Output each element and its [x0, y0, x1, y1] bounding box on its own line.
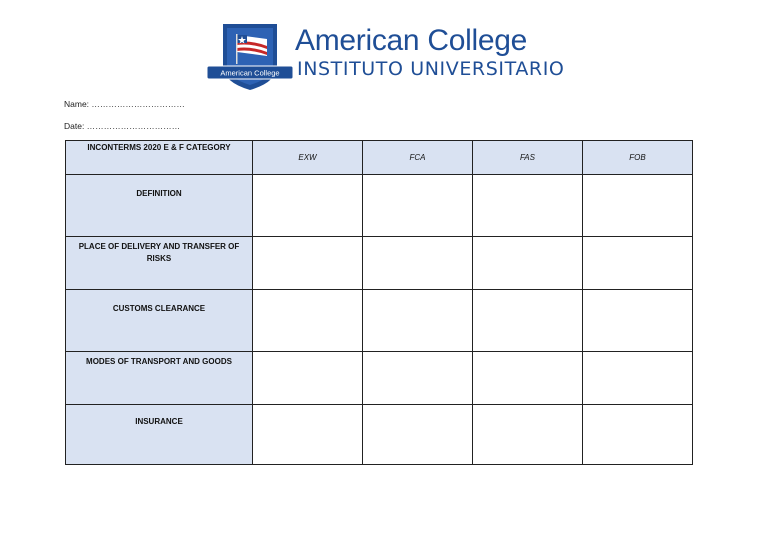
table-cell[interactable] [583, 352, 693, 405]
table-header-row [66, 141, 693, 175]
table-row [66, 352, 693, 405]
table-cell[interactable] [363, 237, 473, 290]
row-label-insurance: INSURANCE [66, 405, 253, 465]
table-cell[interactable] [473, 290, 583, 352]
row-label-customs-clearance: CUSTOMS CLEARANCE [66, 290, 253, 352]
corner-header: INCONTERMS 2020 E & F CATEGORY [66, 141, 253, 175]
table-cell[interactable] [363, 405, 473, 465]
table-cell[interactable] [583, 290, 693, 352]
table-row [66, 175, 693, 237]
shield-banner-text: American College [220, 68, 280, 78]
table-cell[interactable] [253, 352, 363, 405]
name-field[interactable]: Name: …………………………… [64, 99, 185, 109]
table-cell[interactable] [253, 290, 363, 352]
table-cell[interactable] [363, 352, 473, 405]
column-header-exw: EXW [253, 141, 363, 175]
table-row [66, 290, 693, 352]
american-college-shield-logo [205, 20, 295, 92]
table-cell[interactable] [473, 405, 583, 465]
table-row [66, 405, 693, 465]
table-cell[interactable] [253, 237, 363, 290]
brand-subtitle: INSTITUTO UNIVERSITARIO [297, 58, 565, 80]
row-label-definition: DEFINITION [66, 175, 253, 237]
table-cell[interactable] [253, 175, 363, 237]
incoterms-table [65, 140, 693, 465]
table-cell[interactable] [253, 405, 363, 465]
row-label-place-of-delivery: PLACE OF DELIVERY AND TRANSFER OF RISKS [66, 237, 253, 290]
table-cell[interactable] [473, 352, 583, 405]
table-cell[interactable] [583, 237, 693, 290]
table-row [66, 237, 693, 290]
header [205, 20, 575, 92]
column-header-fas: FAS [473, 141, 583, 175]
row-label-modes-of-transport: MODES OF TRANSPORT AND GOODS [66, 352, 253, 405]
table-cell[interactable] [473, 175, 583, 237]
date-field[interactable]: Date: …………………………… [64, 121, 181, 131]
table-cell[interactable] [473, 237, 583, 290]
table-cell[interactable] [583, 175, 693, 237]
table-cell[interactable] [363, 175, 473, 237]
table-cell[interactable] [363, 290, 473, 352]
column-header-fob: FOB [583, 141, 693, 175]
brand-name: American College [295, 24, 527, 57]
column-header-fca: FCA [363, 141, 473, 175]
table-cell[interactable] [583, 405, 693, 465]
